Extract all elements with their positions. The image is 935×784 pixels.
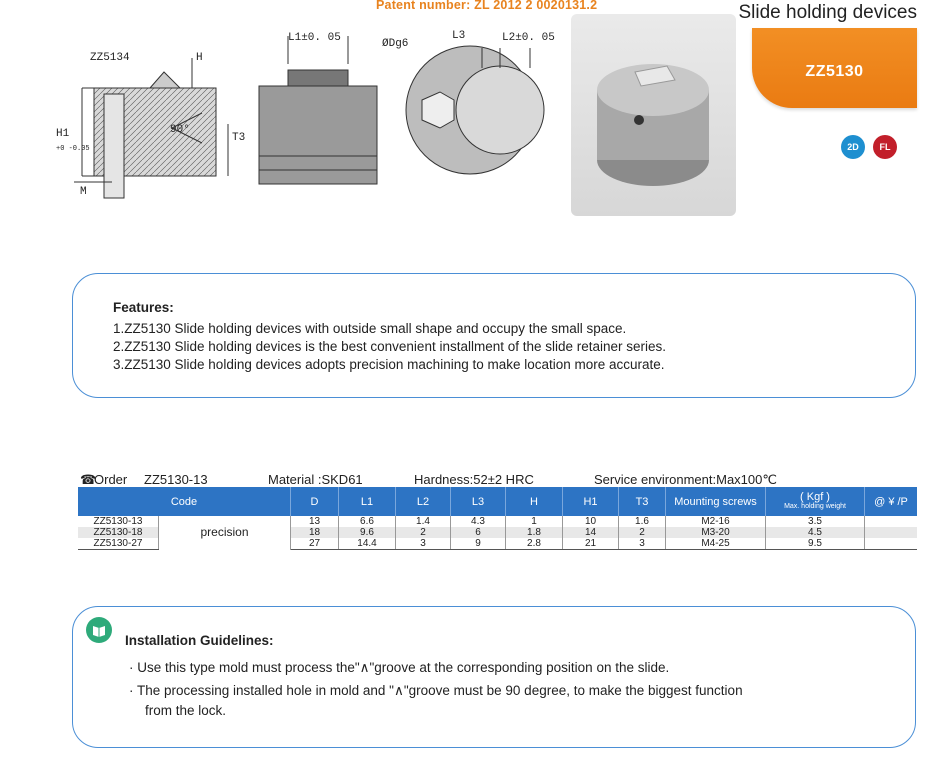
install-line: from the lock. xyxy=(145,703,227,718)
spec-table xyxy=(78,487,917,550)
cell-h1: 10 xyxy=(563,516,619,527)
cell-d: 18 xyxy=(291,527,339,538)
feature-item: 2.ZZ5130 Slide holding devices is the best convenient installment of the slide retainer series. xyxy=(113,339,667,354)
h1-label: H1 xyxy=(56,128,70,140)
environment-text: Service environment:Max100℃ xyxy=(594,472,777,487)
cell-l2: 2 xyxy=(396,527,451,538)
l3-label: L3 xyxy=(452,30,466,42)
book-icon xyxy=(86,617,112,643)
cell-precision: precision xyxy=(159,516,291,550)
cad-2d-badge[interactable]: 2D xyxy=(841,135,865,159)
th-kgf xyxy=(766,487,865,516)
th-kgf-sub: Max. holding weight xyxy=(784,502,846,510)
cell-l2: 3 xyxy=(396,538,451,550)
features-panel xyxy=(72,273,916,398)
th-h: H xyxy=(506,487,563,516)
t3-label: T3 xyxy=(232,132,246,144)
cell-l2: 1.4 xyxy=(396,516,451,527)
cell-h1: 14 xyxy=(563,527,619,538)
cell-code: ZZ5130-18 xyxy=(78,527,159,538)
th-d: D xyxy=(291,487,339,516)
fl-badge[interactable]: FL xyxy=(873,135,897,159)
material-text: Material :SKD61 xyxy=(268,472,363,487)
product-photo xyxy=(571,14,736,216)
th-code: Code xyxy=(78,487,291,516)
install-line: · Use this type mold must process the"∧"groove at the corresponding position on the slide. xyxy=(129,660,670,675)
installation-panel xyxy=(72,606,916,748)
table-row xyxy=(78,516,917,527)
cell-price xyxy=(865,527,918,538)
cell-l1: 14.4 xyxy=(339,538,396,550)
technical-drawing xyxy=(52,28,572,208)
angle-label: 90° xyxy=(170,124,190,136)
cell-l3: 4.3 xyxy=(451,516,506,527)
features-title: Features: xyxy=(113,300,174,315)
th-mounting-screws: Mounting screws xyxy=(666,487,766,516)
h-label: H xyxy=(196,52,203,64)
cell-h: 1.8 xyxy=(506,527,563,538)
model-label: ZZ5130 xyxy=(805,63,864,80)
feature-item: 3.ZZ5130 Slide holding devices adopts precision machining to make location more accurate. xyxy=(113,357,665,372)
install-line: · The processing installed hole in mold and "∧"groove must be 90 degree, to make the biggest function xyxy=(129,683,743,698)
cell-d: 13 xyxy=(291,516,339,527)
th-t3: T3 xyxy=(619,487,666,516)
hardness-text: Hardness:52±2 HRC xyxy=(414,472,534,487)
cell-screws: M2-16 xyxy=(666,516,766,527)
product-image-icon xyxy=(571,14,736,216)
th-kgf-label: ( Kgf ) xyxy=(800,490,830,503)
l1-label: L1±0. 05 xyxy=(288,32,341,44)
cell-h: 1 xyxy=(506,516,563,527)
th-l1: L1 xyxy=(339,487,396,516)
th-l2: L2 xyxy=(396,487,451,516)
cell-kgf: 9.5 xyxy=(766,538,865,550)
category-title: Slide holding devices xyxy=(738,2,917,23)
cell-t3: 2 xyxy=(619,527,666,538)
order-example: ZZ5130-13 xyxy=(144,472,208,487)
d-label: ØDg6 xyxy=(382,38,409,50)
th-l3: L3 xyxy=(451,487,506,516)
order-label: Order xyxy=(94,472,128,487)
th-price: @ ¥ /P xyxy=(865,487,918,516)
cell-kgf: 4.5 xyxy=(766,527,865,538)
cell-d: 27 xyxy=(291,538,339,550)
cell-h1: 21 xyxy=(563,538,619,550)
patent-number: Patent number: ZL 2012 2 0020131.2 xyxy=(376,0,598,12)
cell-t3: 3 xyxy=(619,538,666,550)
cell-code: ZZ5130-13 xyxy=(78,516,159,527)
tolerance-label: +0 -0.05 xyxy=(56,145,90,153)
cell-kgf: 3.5 xyxy=(766,516,865,527)
cell-code: ZZ5130-27 xyxy=(78,538,159,550)
cell-l1: 9.6 xyxy=(339,527,396,538)
cell-price xyxy=(865,538,918,550)
cell-t3: 1.6 xyxy=(619,516,666,527)
th-h1: H1 xyxy=(563,487,619,516)
cell-screws: M4-25 xyxy=(666,538,766,550)
install-title: Installation Guidelines: xyxy=(125,633,274,648)
code-label: ZZ5134 xyxy=(90,52,130,64)
l2-label: L2±0. 05 xyxy=(502,32,555,44)
model-tab xyxy=(752,28,917,108)
phone-icon: ☎ xyxy=(80,472,97,487)
cell-l1: 6.6 xyxy=(339,516,396,527)
cell-h: 2.8 xyxy=(506,538,563,550)
m-label: M xyxy=(80,186,87,198)
feature-item: 1.ZZ5130 Slide holding devices with outside small shape and occupy the small space. xyxy=(113,321,627,336)
cell-l3: 6 xyxy=(451,527,506,538)
cell-screws: M3-20 xyxy=(666,527,766,538)
cell-l3: 9 xyxy=(451,538,506,550)
cell-price xyxy=(865,516,918,527)
